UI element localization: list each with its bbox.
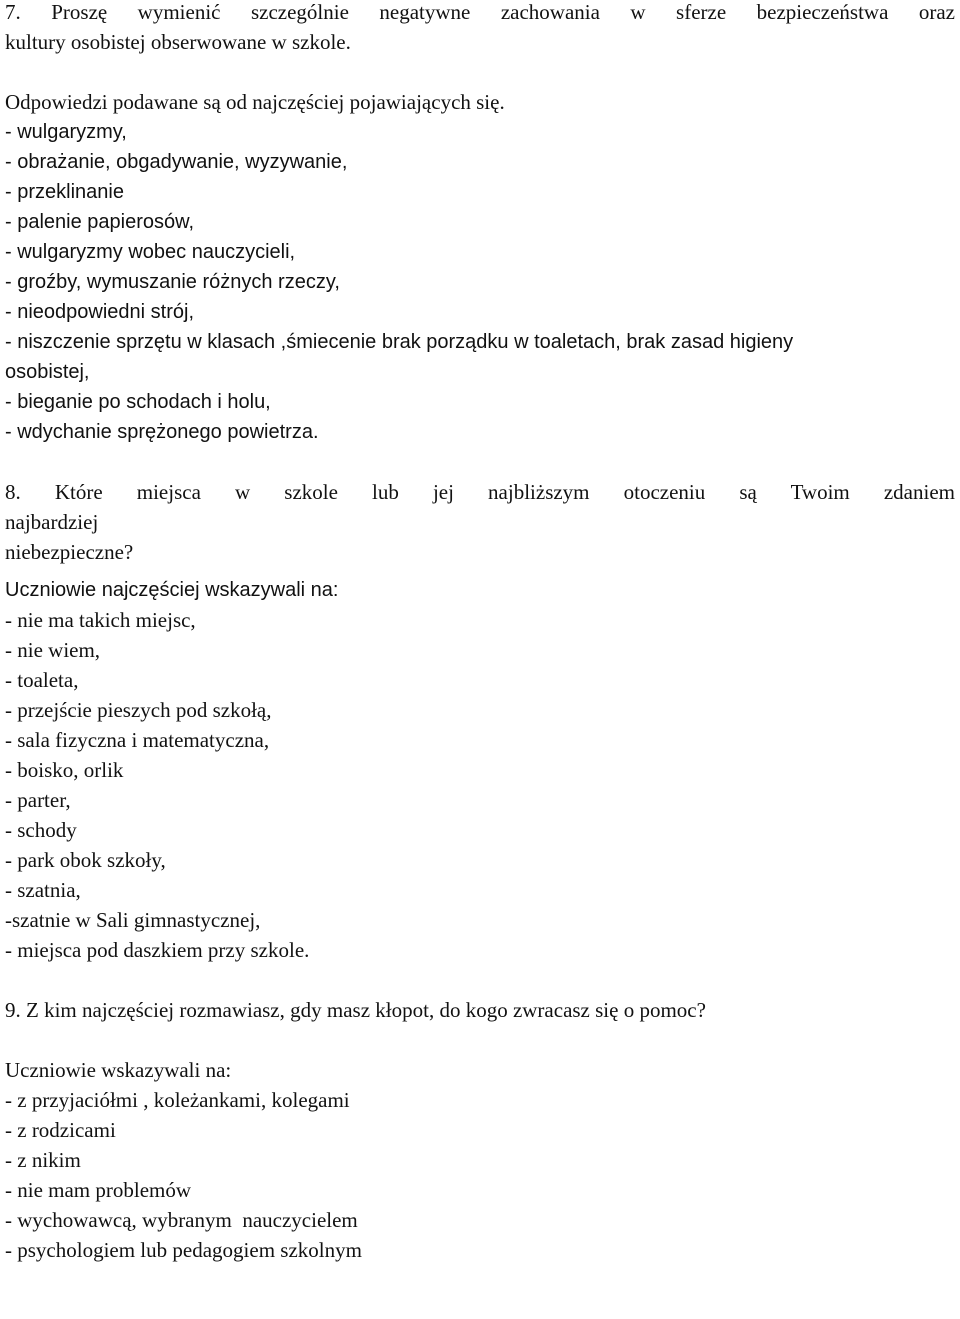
list-item: -szatnie w Sali gimnastycznej, [5, 908, 261, 932]
question-7-text-continued: kultury osobistej obserwowane w szkole. [5, 30, 351, 54]
list-item: - groźby, wymuszanie różnych rzeczy, [5, 271, 340, 293]
question-8-answer-list [5, 605, 955, 965]
list-item: - nie ma takich miejsc, [5, 608, 196, 632]
list-item: - schody [5, 818, 77, 842]
list-item: - wulgaryzmy wobec nauczycieli, [5, 241, 296, 263]
question-8-section [5, 477, 955, 965]
question-8-text: 8. Które miejsca w szkole lub jej najbliższym otoczeniu są Twoim zdaniem [5, 480, 955, 504]
list-item: - przejście pieszych pod szkołą, [5, 698, 272, 722]
list-item: - nie mam problemów [5, 1178, 192, 1202]
list-item: - nie wiem, [5, 638, 101, 662]
list-item: - wulgaryzmy, [5, 121, 127, 143]
list-item: - z przyjaciółmi , koleżankami, kolegami [5, 1088, 350, 1112]
list-item: - parter, [5, 788, 71, 812]
question-7-section [5, 0, 955, 447]
question-8-text-continued: najbardziej [5, 510, 99, 534]
list-item: - bieganie po schodach i holu, [5, 391, 271, 413]
question-8-intro: Uczniowie najczęściej wskazywali na: [5, 579, 339, 601]
question-9-text: 9. Z kim najczęściej rozmawiasz, gdy masz kłopot, do kogo zwracasz się o pomoc? [5, 998, 706, 1022]
list-item: - sala fizyczna i matematyczna, [5, 728, 270, 752]
question-7-intro: Odpowiedzi podawane są od najczęściej pojawiających się. [5, 90, 505, 114]
list-item-continued: osobistej, [5, 361, 90, 383]
list-item: - park obok szkoły, [5, 848, 166, 872]
list-item: - wychowawcą, wybranym nauczycielem [5, 1208, 358, 1232]
list-item: - niszczenie sprzętu w klasach ,śmiecenie brak porządku w toaletach, brak zasad higieny [5, 331, 794, 353]
question-7-text: 7. Proszę wymienić szczególnie negatywne zachowania w sferze bezpieczeństwa oraz [5, 0, 955, 24]
list-item: - toaleta, [5, 668, 79, 692]
question-7-answer-list [5, 117, 955, 447]
question-9-answer-list [5, 1085, 955, 1265]
list-item: - obrażanie, obgadywanie, wyzywanie, [5, 151, 348, 173]
question-9-section [5, 995, 955, 1265]
list-item: - nieodpowiedni strój, [5, 301, 194, 323]
document-page [5, 0, 955, 1265]
question-9-intro: Uczniowie wskazywali na: [5, 1058, 232, 1082]
list-item: - psychologiem lub pedagogiem szkolnym [5, 1238, 362, 1262]
list-item: - palenie papierosów, [5, 211, 195, 233]
list-item: - z rodzicami [5, 1118, 116, 1142]
list-item: - boisko, orlik [5, 758, 124, 782]
list-item: - szatnia, [5, 878, 81, 902]
question-8-text-end: niebezpieczne? [5, 540, 134, 564]
list-item: - miejsca pod daszkiem przy szkole. [5, 938, 310, 962]
list-item: - z nikim [5, 1148, 81, 1172]
list-item: - wdychanie sprężonego powietrza. [5, 421, 319, 443]
list-item: - przeklinanie [5, 181, 124, 203]
